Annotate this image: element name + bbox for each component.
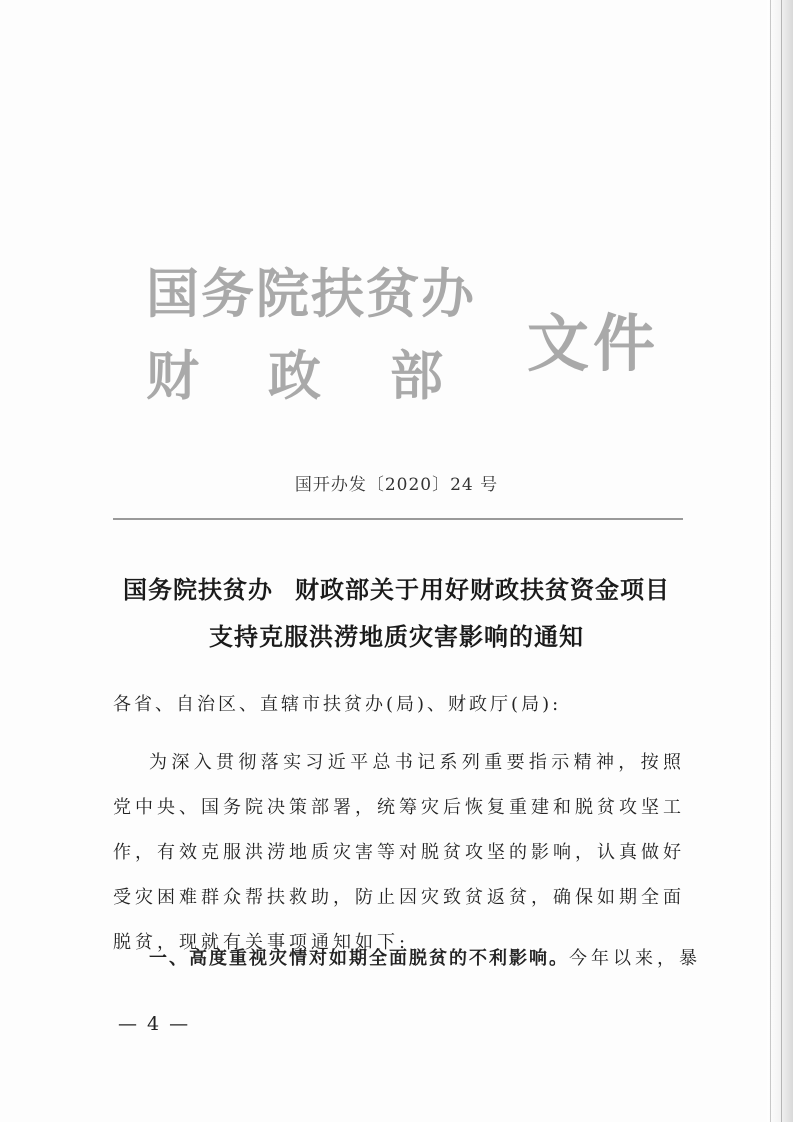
section-1-text: 今年以来，暴 bbox=[569, 948, 701, 969]
scan-artifact-line bbox=[781, 0, 782, 1122]
addressee-line: 各省、自治区、直辖市扶贫办(局)、财政厅(局): bbox=[113, 694, 562, 715]
scan-artifact-line bbox=[770, 0, 771, 1122]
document-type-label: 文件 bbox=[527, 307, 660, 380]
header-divider bbox=[113, 518, 683, 520]
page-number: — 4 — bbox=[118, 1013, 191, 1035]
section-1-paragraph bbox=[113, 944, 701, 974]
section-1-heading: 一、高度重视灾情对如期全面脱贫的不利影响。 bbox=[149, 948, 569, 969]
document-title-line-1 bbox=[0, 570, 793, 605]
issuing-org-char: 政 bbox=[268, 346, 321, 407]
issuing-org-line-2 bbox=[146, 334, 443, 410]
issuing-org-char: 部 bbox=[390, 346, 443, 407]
issuing-org-char: 财 bbox=[146, 346, 199, 407]
issuing-org-line-1: 国务院扶贫办 bbox=[146, 264, 476, 325]
document-number: 国开办发〔2020〕24 号 bbox=[294, 475, 499, 495]
title-part-2: 财政部关于用好财政扶贫资金项目 bbox=[295, 575, 670, 604]
document-title-line-2: 支持克服洪涝地质灾害影响的通知 bbox=[209, 622, 584, 651]
title-part-1: 国务院扶贫办 bbox=[123, 575, 273, 604]
body-paragraph: 为深入贯彻落实习近平总书记系列重要指示精神，按照党中央、国务院决策部署，统筹灾后恢复重建和脱贫攻坚工作，有效克服洪涝地质灾害等对脱贫攻坚的影响，认真做好受灾困难群众帮扶救助，防止因灾致贫返贫，确保如期全面脱贫，现就有关事项通知如下: bbox=[113, 752, 685, 953]
